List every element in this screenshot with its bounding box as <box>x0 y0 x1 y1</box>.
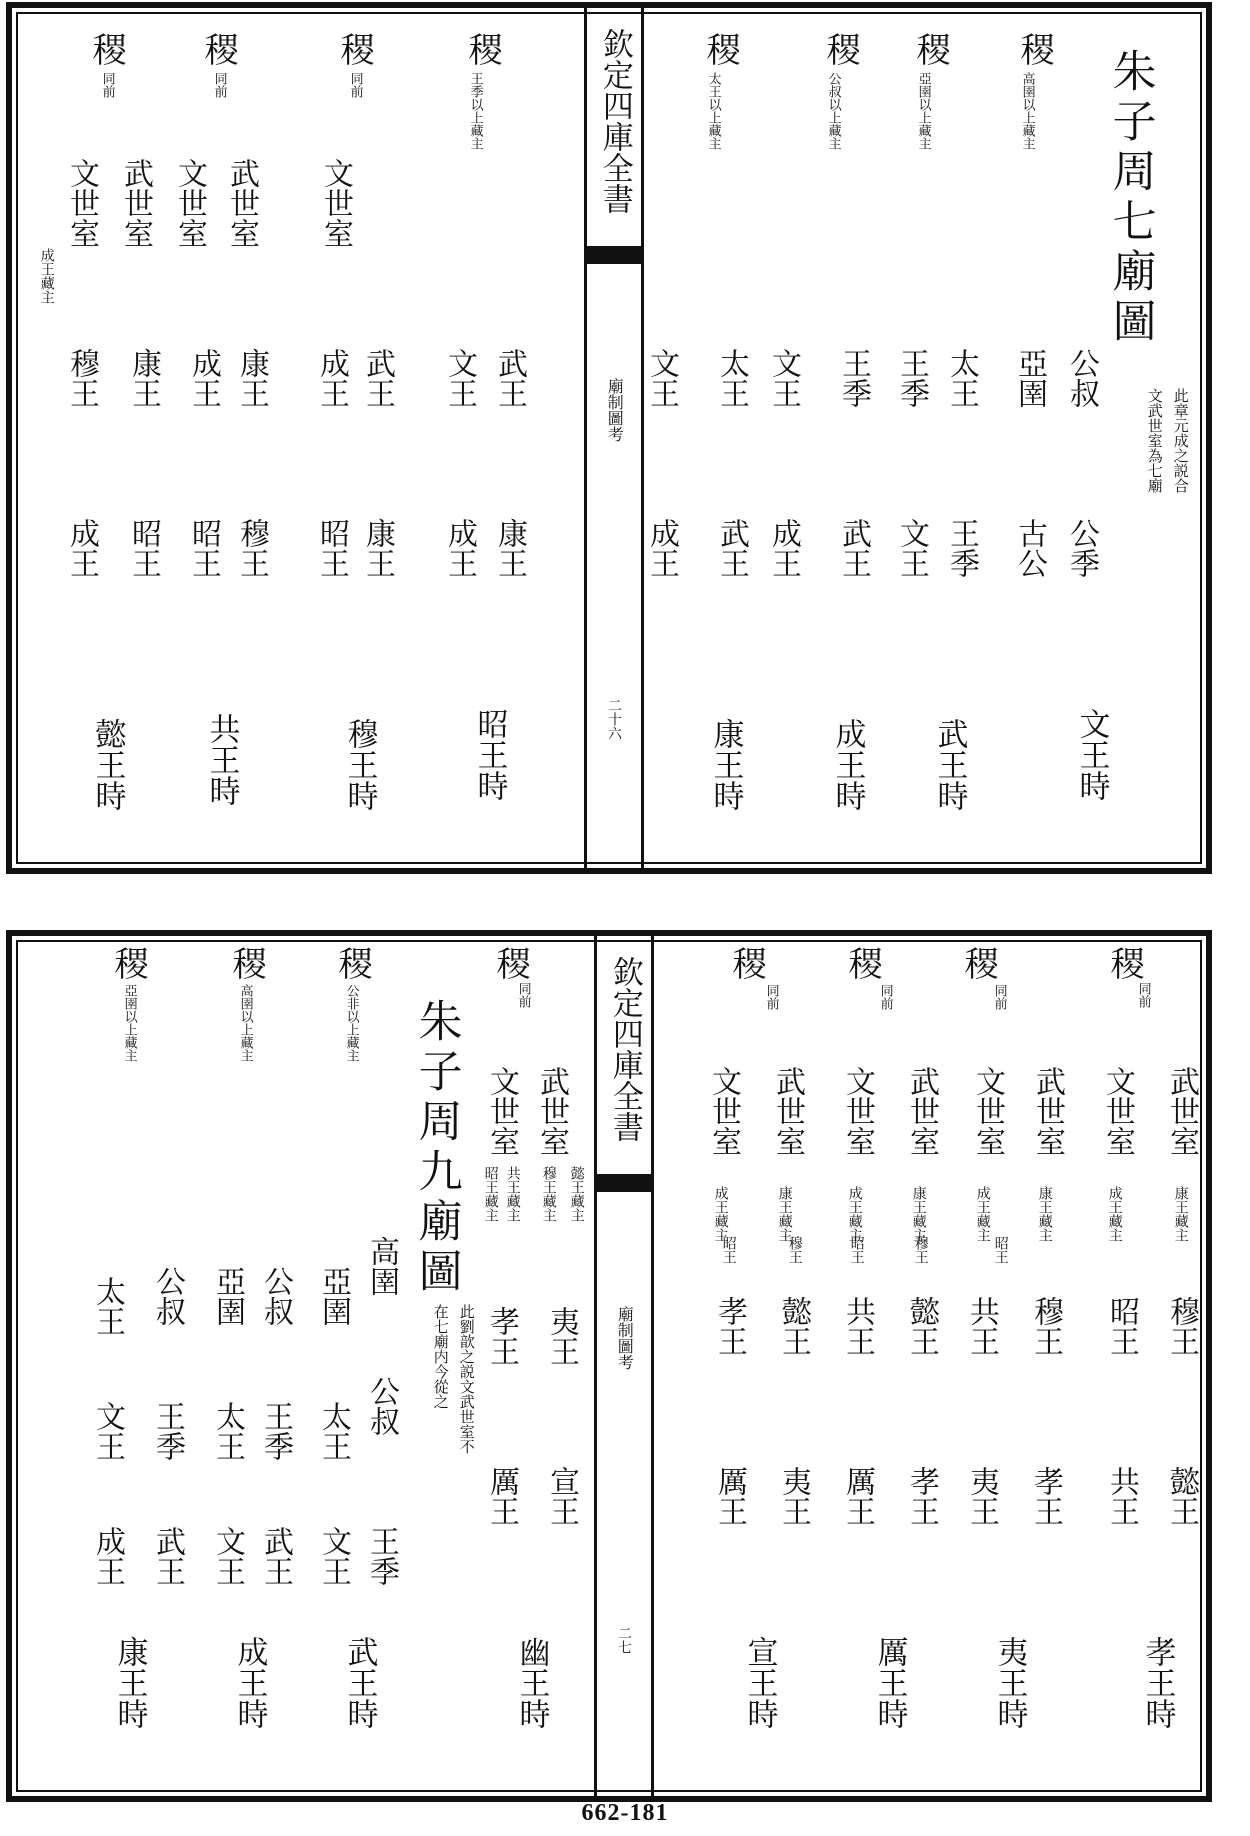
shrine-cell: 昭王 <box>314 518 349 578</box>
shrine-cell: 穆王 <box>1164 1296 1199 1356</box>
upper-page <box>6 2 1212 874</box>
shrine-cell: 成王 <box>766 518 801 578</box>
chapter-title: 廟制圖考 <box>615 1306 635 1370</box>
ji-note: 同前 <box>99 72 115 98</box>
cell-note: 康王藏主 <box>1036 1186 1053 1242</box>
shrine-cell: 太王 <box>944 348 979 408</box>
shrine-cell: 文王 <box>442 348 477 408</box>
cell-note: 昭王 <box>992 1236 1009 1264</box>
shrine-cell: 武世室 <box>1164 1066 1199 1156</box>
ji-note: 同前 <box>1135 982 1151 1008</box>
cell-note: 康王藏主 <box>776 1186 793 1242</box>
shrine-cell: 昭王 <box>1104 1296 1139 1356</box>
shrine-cell: 文世室 <box>484 1066 519 1156</box>
cell-note: 成王藏主 <box>712 1186 729 1242</box>
shrine-cell: 成王 <box>186 348 221 408</box>
shrine-cell: 康王 <box>126 348 161 408</box>
cell-note: 昭王藏主 <box>482 1166 499 1222</box>
shrine-cell: 武世室 <box>118 158 153 248</box>
ji-ancestor: 稷 <box>462 32 503 66</box>
shrine-cell: 太王 <box>714 348 749 408</box>
reign-caption: 共王時 <box>203 713 240 806</box>
shrine-cell: 夷王 <box>776 1466 811 1526</box>
cell-note: 穆王 <box>786 1236 803 1264</box>
shrine-cell: 文世室 <box>840 1066 875 1156</box>
chapter-title: 廟制圖考 <box>605 378 625 442</box>
cell-note: 康王藏主 <box>910 1186 927 1242</box>
ji-ancestor: 稷 <box>490 946 531 980</box>
shrine-cell: 武王 <box>258 1526 293 1586</box>
ji-ancestor: 稷 <box>910 32 951 66</box>
shrine-cell: 公季 <box>1064 518 1099 578</box>
shrine-cell: 成王 <box>314 348 349 408</box>
ji-ancestor: 稷 <box>334 32 375 66</box>
shrine-cell: 孝王 <box>712 1296 747 1356</box>
ji-ancestor: 稷 <box>726 946 767 980</box>
ji-note: 高圉以上藏主 <box>237 984 253 1062</box>
reign-caption: 武王時 <box>341 1636 378 1729</box>
center-fold <box>594 936 654 1796</box>
cell-note: 昭王 <box>848 1236 865 1264</box>
reign-caption: 孝王時 <box>1139 1636 1176 1729</box>
shrine-cell: 亞圉 <box>210 1266 245 1326</box>
ji-note: 同前 <box>991 984 1007 1010</box>
ji-ancestor: 稷 <box>820 32 861 66</box>
shrine-cell: 成王 <box>644 518 679 578</box>
shrine-cell: 王季 <box>894 348 929 408</box>
shrine-cell: 公叔 <box>1064 348 1099 408</box>
shrine-cell: 王季 <box>258 1401 293 1461</box>
reign-caption: 幽王時 <box>513 1636 550 1729</box>
shrine-cell: 孝王 <box>904 1466 939 1526</box>
shrine-cell: 文世室 <box>706 1066 741 1156</box>
ji-ancestor: 稷 <box>958 946 999 980</box>
cell-note: 成王藏主 <box>846 1186 863 1242</box>
shrine-cell: 懿王 <box>776 1296 811 1356</box>
ji-note: 公非以上藏主 <box>343 984 359 1062</box>
shrine-cell: 文王 <box>316 1526 351 1586</box>
shrine-cell: 文世室 <box>970 1066 1005 1156</box>
shrine-cell: 孝王 <box>1028 1466 1063 1526</box>
fold-mark <box>597 1174 651 1192</box>
shrine-cell: 武世室 <box>534 1066 569 1156</box>
shrine-cell: 王季 <box>836 348 871 408</box>
ji-note: 高圉以上藏主 <box>1019 72 1035 150</box>
shrine-cell: 王季 <box>150 1401 185 1461</box>
shrine-cell: 厲王 <box>484 1466 519 1526</box>
ji-ancestor: 稷 <box>198 32 239 66</box>
title-note-line: 在七廟内今從之 <box>431 1304 450 1409</box>
shrine-cell: 文王 <box>644 348 679 408</box>
reign-caption: 康王時 <box>707 718 744 811</box>
cell-note: 穆王藏主 <box>540 1166 557 1222</box>
shrine-cell: 穆王 <box>64 348 99 408</box>
ji-ancestor: 稷 <box>108 946 149 980</box>
ji-ancestor: 稷 <box>86 32 127 66</box>
lower-page <box>6 930 1212 1802</box>
shrine-cell: 穆王 <box>1028 1296 1063 1356</box>
shrine-cell: 厲王 <box>712 1466 747 1526</box>
shrine-cell: 懿王 <box>1164 1466 1199 1526</box>
shrine-cell: 成王 <box>64 518 99 578</box>
title-note-line: 此章元成之説合 <box>1171 388 1190 493</box>
cell-note: 成王藏主 <box>1106 1186 1123 1242</box>
diagram-title: 朱子周七廟圖 <box>1104 48 1156 348</box>
shrine-cell: 太王 <box>210 1401 245 1461</box>
reign-caption: 夷王時 <box>991 1636 1028 1729</box>
ji-ancestor: 稷 <box>226 946 267 980</box>
shrine-cell: 成王 <box>442 518 477 578</box>
shrine-cell: 公叔 <box>258 1266 293 1326</box>
reign-caption: 武王時 <box>931 718 968 811</box>
shrine-cell: 厲王 <box>840 1466 875 1526</box>
shrine-cell: 武王 <box>714 518 749 578</box>
reign-caption: 文王時 <box>1073 708 1110 801</box>
cell-note: 懿王藏主 <box>568 1166 585 1222</box>
shrine-cell: 文世室 <box>1100 1066 1135 1156</box>
shrine-cell: 共王 <box>840 1296 875 1356</box>
reign-caption: 懿王時 <box>89 718 126 811</box>
reign-caption: 宣王時 <box>741 1636 778 1729</box>
shrine-cell: 太王 <box>90 1276 125 1336</box>
ji-ancestor: 稷 <box>1104 946 1145 980</box>
leaf-number: 二十六 <box>606 698 623 740</box>
shrine-cell: 武王 <box>150 1526 185 1586</box>
shrine-cell: 武世室 <box>904 1066 939 1156</box>
page-number: 662-181 <box>581 1800 669 1826</box>
reign-caption: 穆王時 <box>341 718 378 811</box>
shrine-cell: 康王 <box>492 518 527 578</box>
cell-note: 成王藏主 <box>38 248 55 304</box>
shrine-cell: 文王 <box>766 348 801 408</box>
shrine-cell: 夷王 <box>964 1466 999 1526</box>
shrine-cell: 武王 <box>492 348 527 408</box>
ji-note: 同前 <box>763 984 779 1010</box>
shrine-cell: 共王 <box>964 1296 999 1356</box>
book-title: 欽定四庫全書 <box>596 28 633 214</box>
shrine-cell: 康王 <box>360 518 395 578</box>
leaf-number: 二七 <box>616 1626 633 1654</box>
ji-ancestor: 稷 <box>700 32 741 66</box>
shrine-cell: 王季 <box>364 1526 399 1586</box>
shrine-cell: 古公 <box>1012 518 1047 578</box>
shrine-cell: 亞圉 <box>1012 348 1047 408</box>
shrine-cell: 康王 <box>234 348 269 408</box>
cell-note: 成王藏主 <box>974 1186 991 1242</box>
ji-ancestor: 稷 <box>332 946 373 980</box>
shrine-cell: 亞圉 <box>316 1266 351 1326</box>
shrine-cell: 武王 <box>836 518 871 578</box>
reign-caption: 厲王時 <box>871 1636 908 1729</box>
shrine-cell: 武世室 <box>770 1066 805 1156</box>
diagram-title: 朱子周九廟圖 <box>410 998 462 1298</box>
shrine-cell: 共王 <box>1104 1466 1139 1526</box>
reign-caption: 康王時 <box>111 1636 148 1729</box>
shrine-cell: 孝王 <box>484 1306 519 1366</box>
ji-note: 亞圉以上藏主 <box>121 984 137 1062</box>
shrine-cell: 昭王 <box>126 518 161 578</box>
ji-note: 亞圉以上藏主 <box>915 72 931 150</box>
ji-note: 公叔以上藏主 <box>825 72 841 150</box>
title-note-line: 此劉歆之説文武世室不 <box>457 1304 476 1454</box>
reign-caption: 成王時 <box>829 718 866 811</box>
book-title: 欽定四庫全書 <box>606 956 643 1142</box>
ji-note: 同前 <box>347 72 363 98</box>
ji-note: 同前 <box>211 72 227 98</box>
ji-note: 同前 <box>877 984 893 1010</box>
title-note-line: 文武世室為七廟 <box>1145 388 1164 493</box>
ji-note: 太王以上藏主 <box>705 72 721 150</box>
shrine-cell: 王季 <box>944 518 979 578</box>
cell-note: 共王藏主 <box>504 1166 521 1222</box>
shrine-cell: 懿王 <box>904 1296 939 1356</box>
shrine-cell: 穆王 <box>234 518 269 578</box>
shrine-cell: 武世室 <box>224 158 259 248</box>
ji-ancestor: 稷 <box>1014 32 1055 66</box>
shrine-cell: 武王 <box>360 348 395 408</box>
shrine-cell: 文世室 <box>64 158 99 248</box>
shrine-cell: 昭王 <box>186 518 221 578</box>
cell-note: 康王藏主 <box>1172 1186 1189 1242</box>
shrine-cell: 成王 <box>90 1526 125 1586</box>
ji-ancestor: 稷 <box>842 946 883 980</box>
shrine-cell: 宣王 <box>544 1466 579 1526</box>
shrine-cell: 武世室 <box>1030 1066 1065 1156</box>
shrine-cell: 公叔 <box>150 1266 185 1326</box>
cell-note: 穆王 <box>912 1236 929 1264</box>
shrine-cell: 文王 <box>210 1526 245 1586</box>
shrine-cell: 夷王 <box>544 1306 579 1366</box>
shrine-cell: 文王 <box>90 1401 125 1461</box>
shrine-cell: 太王 <box>316 1401 351 1461</box>
shrine-cell: 公叔 <box>364 1376 399 1436</box>
cell-note: 昭王 <box>720 1236 737 1264</box>
shrine-cell: 文世室 <box>318 158 353 248</box>
shrine-cell: 文王 <box>894 518 929 578</box>
ji-note: 同前 <box>515 982 531 1008</box>
reign-caption: 成王時 <box>231 1636 268 1729</box>
ji-note: 王季以上藏主 <box>467 72 483 150</box>
fold-mark <box>587 246 641 264</box>
center-fold <box>584 8 644 868</box>
reign-caption: 昭王時 <box>471 708 508 801</box>
shrine-cell: 高圉 <box>364 1236 399 1296</box>
shrine-cell: 文世室 <box>172 158 207 248</box>
